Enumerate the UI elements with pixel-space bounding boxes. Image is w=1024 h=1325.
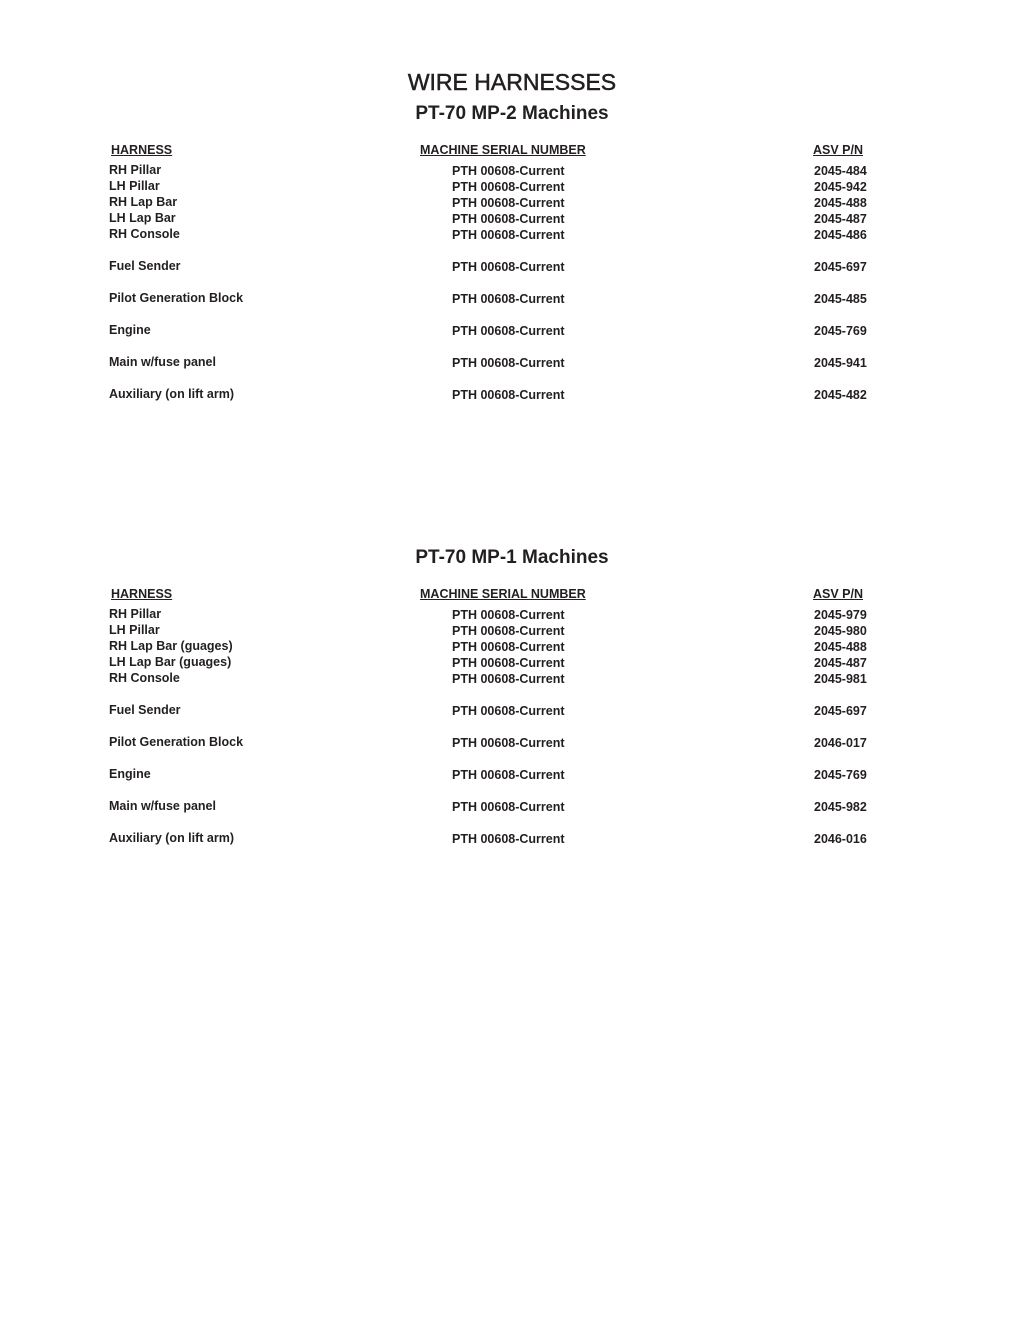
harness-name: Main w/fuse panel — [109, 799, 216, 813]
table-row — [0, 606, 1024, 622]
harness-name: Pilot Generation Block — [109, 735, 244, 749]
serial-number: PTH 00608-Current — [452, 324, 565, 338]
serial-number: PTH 00608-Current — [452, 212, 565, 226]
asv-part-number: 2045-488 — [814, 196, 867, 210]
harness-name: Auxiliary (on lift arm) — [109, 387, 235, 401]
serial-number: PTH 00608-Current — [452, 624, 565, 638]
section-title: PT-70 MP-1 Machines — [415, 547, 609, 568]
asv-part-number: 2045-769 — [814, 324, 867, 338]
serial-number: PTH 00608-Current — [452, 672, 565, 686]
harness-name: Auxiliary (on lift arm) — [109, 831, 235, 845]
serial-number: PTH 00608-Current — [452, 656, 565, 670]
serial-number: PTH 00608-Current — [452, 800, 565, 814]
table-row — [0, 638, 1024, 654]
table-row — [0, 226, 1024, 242]
asv-part-number: 2045-486 — [814, 228, 867, 242]
asv-part-number: 2045-979 — [814, 608, 867, 622]
asv-part-number: 2045-484 — [814, 164, 867, 178]
table-row — [0, 830, 1024, 846]
asv-part-number: 2045-982 — [814, 800, 867, 814]
asv-part-number: 2045-487 — [814, 212, 867, 226]
asv-part-number: 2045-487 — [814, 656, 867, 670]
harness-name: LH Pillar — [109, 623, 160, 637]
harness-name: LH Lap Bar (guages) — [109, 655, 232, 669]
harness-name: LH Lap Bar — [109, 211, 176, 225]
table-row — [0, 734, 1024, 750]
table-row — [0, 670, 1024, 686]
column-header-serial: MACHINE SERIAL NUMBER — [420, 587, 586, 601]
section-title: PT-70 MP-2 Machines — [415, 103, 609, 124]
serial-number: PTH 00608-Current — [452, 640, 565, 654]
page-title: WIRE HARNESSES — [407, 69, 617, 95]
harness-name: Main w/fuse panel — [109, 355, 216, 369]
harness-name: RH Console — [109, 671, 180, 685]
harness-name: LH Pillar — [109, 179, 160, 193]
asv-part-number: 2045-942 — [814, 180, 867, 194]
harness-name: RH Lap Bar — [109, 195, 178, 209]
table-row — [0, 162, 1024, 178]
column-header-asv: ASV P/N — [813, 143, 864, 157]
serial-number: PTH 00608-Current — [452, 704, 565, 718]
table-row — [0, 622, 1024, 638]
asv-part-number: 2045-981 — [814, 672, 867, 686]
asv-part-number: 2046-017 — [814, 736, 867, 750]
table-row — [0, 354, 1024, 370]
column-header-harness: HARNESS — [111, 143, 173, 157]
asv-part-number: 2045-941 — [814, 356, 867, 370]
table-row — [0, 798, 1024, 814]
serial-number: PTH 00608-Current — [452, 608, 565, 622]
asv-part-number: 2045-485 — [814, 292, 867, 306]
harness-name: RH Pillar — [109, 607, 162, 621]
serial-number: PTH 00608-Current — [452, 356, 565, 370]
serial-number: PTH 00608-Current — [452, 228, 565, 242]
serial-number: PTH 00608-Current — [452, 292, 565, 306]
table-row — [0, 322, 1024, 338]
table-row — [0, 210, 1024, 226]
table-row — [0, 654, 1024, 670]
serial-number: PTH 00608-Current — [452, 164, 565, 178]
serial-number: PTH 00608-Current — [452, 260, 565, 274]
serial-number: PTH 00608-Current — [452, 180, 565, 194]
table-row — [0, 258, 1024, 274]
table-row — [0, 194, 1024, 210]
table-row — [0, 702, 1024, 718]
asv-part-number: 2045-697 — [814, 260, 867, 274]
harness-name: Engine — [109, 767, 151, 781]
column-header-harness: HARNESS — [111, 587, 173, 601]
harness-name: RH Pillar — [109, 163, 162, 177]
serial-number: PTH 00608-Current — [452, 736, 565, 750]
harness-name: Fuel Sender — [109, 703, 181, 717]
asv-part-number: 2046-016 — [814, 832, 867, 846]
harness-name: Fuel Sender — [109, 259, 181, 273]
asv-part-number: 2045-769 — [814, 768, 867, 782]
column-header-serial: MACHINE SERIAL NUMBER — [420, 143, 586, 157]
harness-name: RH Console — [109, 227, 180, 241]
harness-name: Engine — [109, 323, 151, 337]
serial-number: PTH 00608-Current — [452, 768, 565, 782]
asv-part-number: 2045-488 — [814, 640, 867, 654]
harness-name: Pilot Generation Block — [109, 291, 244, 305]
asv-part-number: 2045-482 — [814, 388, 867, 402]
serial-number: PTH 00608-Current — [452, 388, 565, 402]
asv-part-number: 2045-697 — [814, 704, 867, 718]
asv-part-number: 2045-980 — [814, 624, 867, 638]
table-row — [0, 178, 1024, 194]
harness-name: RH Lap Bar (guages) — [109, 639, 233, 653]
table-row — [0, 766, 1024, 782]
table-row — [0, 290, 1024, 306]
serial-number: PTH 00608-Current — [452, 196, 565, 210]
table-row — [0, 386, 1024, 402]
serial-number: PTH 00608-Current — [452, 832, 565, 846]
column-header-asv: ASV P/N — [813, 587, 864, 601]
